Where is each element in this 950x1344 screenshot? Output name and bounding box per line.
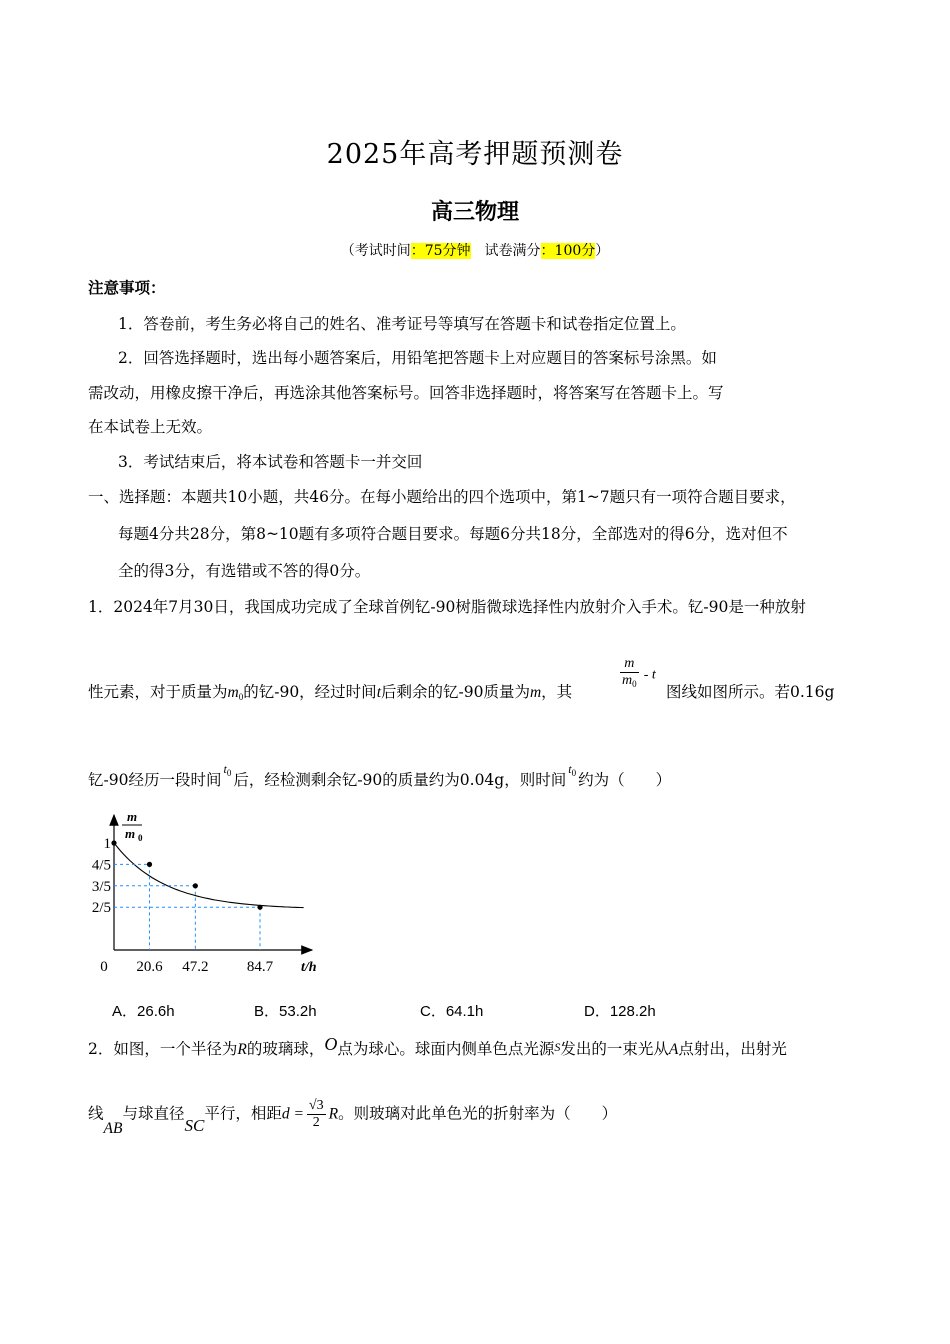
q1-dash-t: - t <box>643 667 656 683</box>
q2-text-c: 点为球心。球面内侧单色点光源 <box>337 1040 555 1058</box>
data-point-3 <box>257 905 262 910</box>
var-m: m <box>529 684 542 701</box>
q1-line-2 <box>88 680 572 702</box>
q1-text-d: ，其 <box>541 683 573 701</box>
q1-text-f: 后，经检测剩余钇-90的质量约为0.04g，则时间 <box>233 771 567 789</box>
option-c[interactable]: C．64.1h <box>420 1003 484 1020</box>
var-SC: SC <box>184 1115 205 1135</box>
q2-text-b: 的玻璃球， <box>246 1040 325 1058</box>
var-d: d = <box>281 1105 304 1123</box>
q2-line-2 <box>88 1098 618 1137</box>
section-1-line-2: 每题4分共28分，第8~10题有多项符合题目要求。每题6分共18分，全部选对的得6分，选对但不 <box>118 525 788 543</box>
notice-item-2-line-2: 需改动，用橡皮擦干净后，再选涂其他答案标号。回答非选择题时，将答案写在答题卡上。写 <box>88 384 724 402</box>
data-point-2 <box>193 883 198 888</box>
var-R: R <box>237 1041 247 1058</box>
q1-text-e: 钇-90经历一段时间 <box>88 771 222 789</box>
x-tick-label-2: 84.7 <box>246 959 274 975</box>
y-tick-label-2: 3/5 <box>91 878 111 895</box>
data-point-1 <box>147 862 152 867</box>
exam-subtitle: 高三物理 <box>430 199 519 225</box>
q2-text-i: 。则玻璃对此单色光的折射率为（ ） <box>338 1104 618 1123</box>
svg-text:m: m <box>124 826 136 841</box>
notice-title: 注意事项： <box>88 278 166 297</box>
x-tick-label-0: 20.6 <box>136 959 163 975</box>
q1-fraction: $\frac{m}{m_0}$ - t <box>622 656 656 689</box>
decay-chart <box>80 805 330 985</box>
section-1-line-1: 一、选择题：本题共10小题，共46分。在每小题给出的四个选项中，第1~7题只有一项符合题目要求， <box>88 488 796 506</box>
q1-text-b: 的钇-90，经过时间 <box>243 683 377 701</box>
var-m0: $m_0$ <box>227 684 244 702</box>
var-t0-2: t0 <box>568 762 577 778</box>
exam-info <box>0 240 950 260</box>
option-b[interactable]: B．53.2h <box>254 1003 317 1020</box>
q2-text-e: 点射出，出射光 <box>678 1040 787 1058</box>
exam-info-close: ） <box>595 243 610 259</box>
q2-text-f: 线 <box>88 1104 104 1123</box>
frac-sqrt3-over-2: $\frac{√3}{2}$ <box>308 1098 324 1130</box>
decay-curve <box>114 843 304 908</box>
origin-label: 0 <box>100 959 108 975</box>
notice-item-2-line-3: 在本试卷上无效。 <box>88 418 213 436</box>
y-tick-label-3: 2/5 <box>91 900 111 917</box>
data-point-0 <box>111 840 116 845</box>
exam-info-mid: 试卷满分 <box>470 243 541 259</box>
svg-text:0: 0 <box>138 833 143 843</box>
var-AB: AB <box>103 1119 123 1137</box>
q2-line-1 <box>88 1034 787 1059</box>
q2-text-g: 与球直径 <box>122 1104 185 1123</box>
q1-text-a: 性元素，对于质量为 <box>88 683 228 701</box>
var-t0: t0 <box>223 762 232 778</box>
option-a[interactable]: A．26.6h <box>112 1003 175 1020</box>
section-1-line-3: 全的得3分，有选错或不答的得0分。 <box>118 562 371 580</box>
score-value: ：100分 <box>540 243 596 259</box>
y-tick-label-1: 4/5 <box>91 857 111 874</box>
var-S: S <box>554 1040 561 1054</box>
q1-text-g: 约为（ ） <box>578 771 672 789</box>
svg-text:m: m <box>126 809 138 824</box>
var-R-2: R <box>328 1105 339 1123</box>
x-tick-label-1: 47.2 <box>182 959 209 975</box>
q1-options <box>112 1000 656 1021</box>
var-O: O <box>324 1034 338 1054</box>
y-tick-label-0: 1 <box>103 836 111 852</box>
q2-text-d: 发出的一束光从 <box>560 1040 669 1058</box>
option-d[interactable]: D．128.2h <box>584 1003 656 1020</box>
x-axis-label: t/h <box>301 960 317 975</box>
q1-text-c: 后剩余的钇-90质量为 <box>381 683 530 701</box>
q1-line-3 <box>88 762 672 790</box>
time-value: ：75分钟 <box>410 243 471 259</box>
notice-item-2-line-1: 2．回答选择题时，选出每小题答案后，用铅笔把答题卡上对应题目的答案标号涂黑。如 <box>118 349 717 367</box>
y-axis-label <box>122 809 143 843</box>
q2-text-h: 平行，相距 <box>204 1104 282 1123</box>
q2-text-a: 2．如图，一个半径为 <box>88 1040 238 1058</box>
var-t: t <box>376 684 381 701</box>
q1-line-2-end: 图线如图所示。若0.16g <box>666 683 835 701</box>
var-A: A <box>668 1041 679 1058</box>
exam-info-open: （考试时间 <box>340 243 411 259</box>
exam-title: 2025年高考押题预测卷 <box>326 139 624 170</box>
q1-line-1: 1．2024年7月30日，我国成功完成了全球首例钇-90树脂微球选择性内放射介入手术。钇-90是一种放射 <box>88 598 806 616</box>
notice-item-1: 1．答卷前，考生务必将自己的姓名、准考证号等填写在答题卡和试卷指定位置上。 <box>118 315 686 333</box>
notice-item-3: 3．考试结束后，将本试卷和答题卡一并交回 <box>118 453 423 471</box>
